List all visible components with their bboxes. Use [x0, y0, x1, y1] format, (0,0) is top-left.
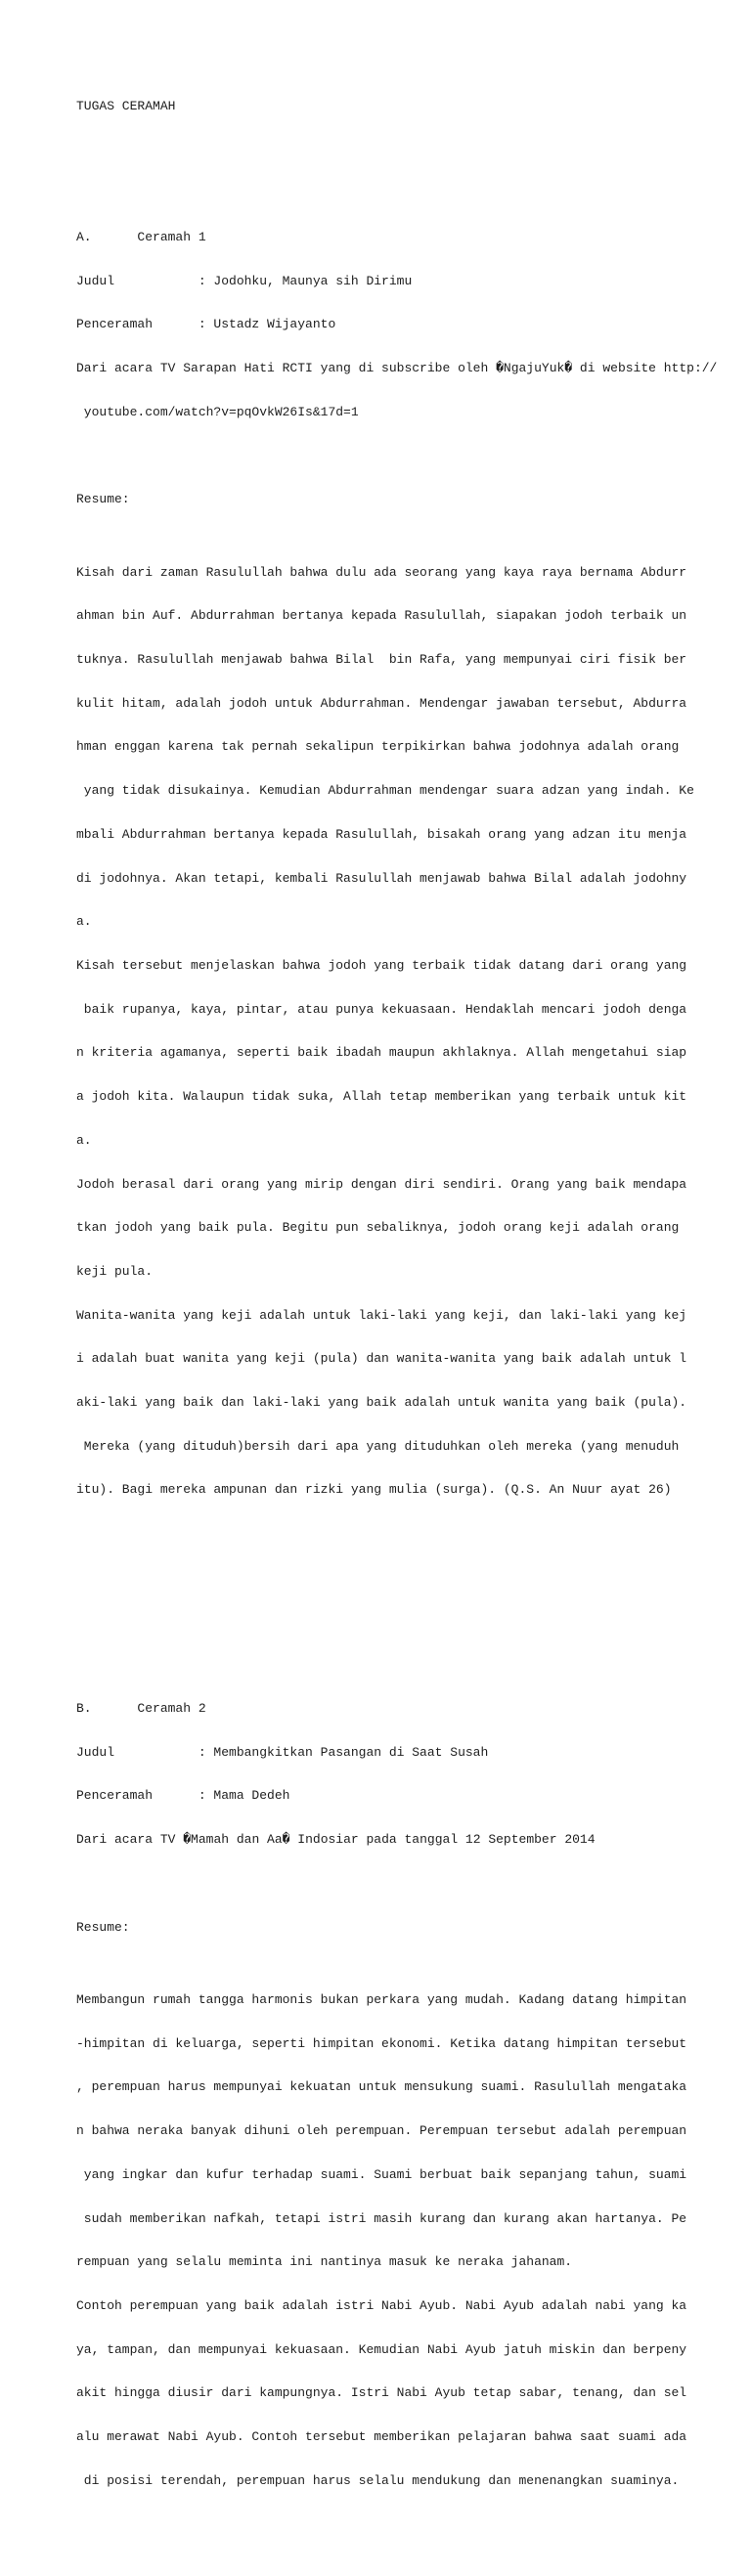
resume-line: ya, tampan, dan mempunyai kekuasaan. Kemudian Nabi Ayub jatuh miskin dan berpeny — [76, 2341, 687, 2357]
document-body — [76, 70, 718, 2576]
resume-line: itu). Bagi mereka ampunan dan rizki yang mulia (surga). (Q.S. An Nuur ayat 26) — [76, 1482, 672, 1498]
resume-line: baik rupanya, kaya, pintar, atau punya kekuasaan. Hendaklah mencari jodoh denga — [76, 1001, 687, 1017]
resume-line: tuknya. Rasulullah menjawab bahwa Bilal bin Rafa, yang mempunyai ciri fisik ber — [76, 652, 687, 668]
resume-line: Kisah tersebut menjelaskan bahwa jodoh yang terbaik tidak datang dari orang yang — [76, 958, 687, 973]
section-heading: B. Ceramah 2 — [76, 1701, 206, 1716]
resume-line: Wanita-wanita yang keji adalah untuk laki-laki yang keji, dan laki-laki yang kej — [76, 1307, 687, 1323]
resume-line: di posisi terendah, perempuan harus selalu mendukung dan menenangkan suaminya. — [76, 2472, 680, 2488]
resume-line: , perempuan harus mempunyai kekuatan untuk mensukung suami. Rasulullah mengataka — [76, 2079, 687, 2095]
resume-line: Membangun rumah tangga harmonis bukan perkara yang mudah. Kadang datang himpitan — [76, 1992, 687, 2008]
resume-label: Resume: — [76, 492, 130, 507]
section-ceramah-2 — [76, 1673, 702, 2547]
judul-line: Judul : Membangkitkan Pasangan di Saat Susah — [76, 1744, 489, 1760]
resume-line: rempuan yang selalu meminta ini nantinya masuk ke neraka jahanam. — [76, 2254, 573, 2270]
judul-line: Judul : Jodohku, Maunya sih Dirimu — [76, 273, 413, 288]
document-title: TUGAS CERAMAH — [76, 98, 176, 113]
resume-line: i adalah buat wanita yang keji (pula) dan wanita-wanita yang baik adalah untuk l — [76, 1351, 687, 1367]
resume-line: aki-laki yang baik dan laki-laki yang baik adalah untuk wanita yang baik (pula). — [76, 1395, 687, 1411]
spacer — [76, 144, 702, 158]
resume-line: a. — [76, 1132, 92, 1148]
section-ceramah-1 — [76, 201, 718, 1556]
resume-line: n bahwa neraka banyak dihuni oleh perempuan. Perempuan tersebut adalah perempuan — [76, 2123, 687, 2139]
source-line: Dari acara TV Sarapan Hati RCTI yang di subscribe oleh �NgajuYuk� di website http:// — [76, 361, 718, 376]
section-spacer — [76, 1600, 702, 1630]
resume-line: ahman bin Auf. Abdurrahman bertanya kepada Rasulullah, siapakan jodoh terbaik un — [76, 608, 687, 624]
resume-line: alu merawat Nabi Ayub. Contoh tersebut memberikan pelajaran bahwa saat suami ada — [76, 2429, 687, 2445]
resume-line: yang ingkar dan kufur terhadap suami. Suami berbuat baik sepanjang tahun, suami — [76, 2166, 687, 2182]
resume-line: Mereka (yang dituduh)bersih dari apa yang dituduhkan oleh mereka (yang menuduh — [76, 1438, 680, 1454]
resume-line: sudah memberikan nafkah, tetapi istri masih kurang dan kurang akan hartanya. Pe — [76, 2210, 687, 2226]
resume-text — [76, 1964, 702, 2517]
resume-line: n kriteria agamanya, seperti baik ibadah maupun akhlaknya. Allah mengetahui siap — [76, 1045, 687, 1061]
spacer — [76, 449, 702, 463]
penceramah-line: Penceramah : Ustadz Wijayanto — [76, 317, 336, 332]
resume-line: tkan jodoh yang baik pula. Begitu pun sebaliknya, jodoh orang keji adalah orang — [76, 1220, 680, 1236]
section-heading: A. Ceramah 1 — [76, 229, 206, 244]
resume-line: a jodoh kita. Walaupun tidak suka, Allah tetap memberikan yang terbaik untuk kit — [76, 1089, 687, 1105]
source-line: Dari acara TV �Mamah dan Aa� Indosiar pada tanggal 12 September 2014 — [76, 1832, 596, 1848]
spacer — [76, 1877, 702, 1892]
resume-text — [76, 537, 702, 1527]
source-line: youtube.com/watch?v=pqOvkW26Is&17d=1 — [76, 404, 359, 419]
resume-line: -himpitan di keluarga, seperti himpitan ekonomi. Ketika datang himpitan tersebut — [76, 2035, 687, 2051]
resume-line: keji pula. — [76, 1263, 154, 1279]
resume-line: mbali Abdurrahman bertanya kepada Rasulullah, bisakah orang yang adzan itu menja — [76, 826, 687, 842]
resume-line: akit hingga diusir dari kampungnya. Istri Nabi Ayub tetap sabar, tenang, dan sel — [76, 2385, 687, 2401]
resume-line: Contoh perempuan yang baik adalah istri Nabi Ayub. Nabi Ayub adalah nabi yang ka — [76, 2297, 687, 2313]
resume-line: a. — [76, 914, 92, 930]
penceramah-line: Penceramah : Mama Dedeh — [76, 1788, 290, 1804]
resume-line: yang tidak disukainya. Kemudian Abdurrahman mendengar suara adzan yang indah. Ke — [76, 783, 694, 799]
resume-line: Kisah dari zaman Rasulullah bahwa dulu ada seorang yang kaya raya bernama Abdurr — [76, 564, 687, 580]
resume-line: di jodohnya. Akan tetapi, kembali Rasulullah menjawab bahwa Bilal adalah jodohny — [76, 870, 687, 886]
resume-line: hman enggan karena tak pernah sekalipun terpikirkan bahwa jodohnya adalah orang — [76, 739, 680, 755]
resume-line: kulit hitam, adalah jodoh untuk Abdurrahman. Mendengar jawaban tersebut, Abdurra — [76, 695, 687, 711]
resume-label: Resume: — [76, 1919, 130, 1935]
resume-line: Jodoh berasal dari orang yang mirip dengan diri sendiri. Orang yang baik mendapa — [76, 1176, 687, 1192]
